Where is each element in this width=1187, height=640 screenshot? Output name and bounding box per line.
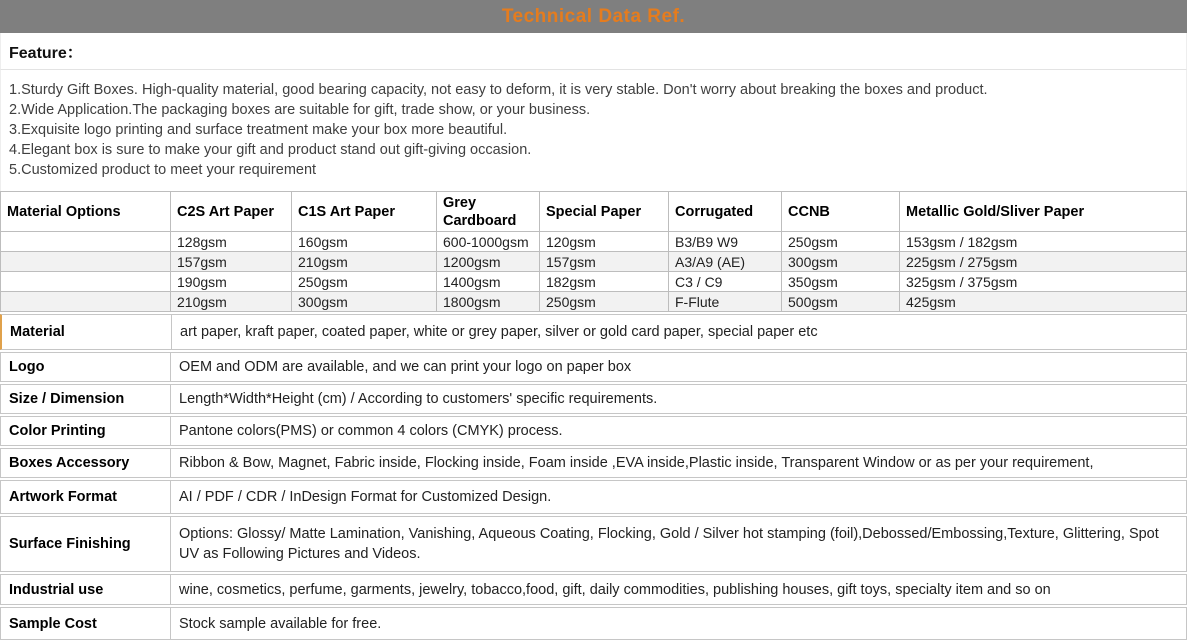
detail-value: art paper, kraft paper, coated paper, white or grey paper, silver or gold card paper, special paper etc [180, 324, 818, 340]
cell: 500gsm [782, 292, 900, 312]
empty-cell [1, 292, 171, 312]
table-row [1, 232, 1187, 252]
cell: 153gsm / 182gsm [900, 232, 1187, 252]
detail-value: Stock sample available for free. [179, 615, 382, 632]
detail-row-logo [0, 352, 1187, 382]
cell: 210gsm [292, 252, 437, 272]
detail-row-size-dimension [0, 384, 1187, 414]
detail-label: Color Printing [1, 417, 171, 445]
col-header-material-options: Material Options [1, 192, 171, 232]
detail-value: Options: Glossy/ Matte Lamination, Vanishing, Aqueous Coating, Flocking, Gold / Silver hot stamping (foil),Debossed/Embossing,Texture, Glittering, Spot UV as Following Pictures and Videos. [179, 526, 1159, 562]
cell: 250gsm [782, 232, 900, 252]
cell: 120gsm [540, 232, 669, 252]
col-header-corrugated: Corrugated [669, 192, 782, 232]
table-row [1, 292, 1187, 312]
feature-item: 5.Customized product to meet your requirement [9, 162, 317, 178]
detail-row-color-printing [0, 416, 1187, 446]
detail-value: Pantone colors(PMS) or common 4 colors (CMYK) process. [179, 423, 563, 439]
cell: F-Flute [669, 292, 782, 312]
details-table [0, 314, 1187, 640]
detail-label: Industrial use [1, 575, 171, 604]
material-options-table [0, 191, 1187, 312]
table-header-row [1, 192, 1187, 232]
detail-label: Size / Dimension [1, 385, 171, 413]
cell: 350gsm [782, 272, 900, 292]
detail-row-surface-finishing [0, 516, 1187, 572]
col-header-c2s-art-paper: C2S Art Paper [171, 192, 292, 232]
section-header-bar [0, 0, 1187, 33]
detail-label: Sample Cost [1, 608, 171, 639]
cell: 250gsm [292, 272, 437, 292]
detail-value: AI / PDF / CDR / InDesign Format for Customized Design. [179, 489, 552, 505]
detail-value: OEM and ODM are available, and we can print your logo on paper box [179, 359, 632, 375]
cell: 1800gsm [437, 292, 540, 312]
col-header-grey-cardboard: Grey Cardboard [437, 192, 540, 232]
cell: 300gsm [292, 292, 437, 312]
cell: A3/A9 (AE) [669, 252, 782, 272]
detail-row-sample-cost [0, 607, 1187, 640]
detail-row-artwork-format [0, 480, 1187, 514]
table-row [1, 272, 1187, 292]
cell: C3 / C9 [669, 272, 782, 292]
cell: 182gsm [540, 272, 669, 292]
cell: 600-1000gsm [437, 232, 540, 252]
detail-label: Logo [1, 353, 171, 381]
table-row [1, 252, 1187, 272]
cell: 1400gsm [437, 272, 540, 292]
feature-heading [0, 33, 1187, 70]
empty-cell [1, 272, 171, 292]
section-title: Technical Data Ref. [501, 5, 686, 27]
cell: 128gsm [171, 232, 292, 252]
col-header-c1s-art-paper: C1S Art Paper [292, 192, 437, 232]
feature-list [0, 70, 1187, 191]
detail-label: Material [2, 315, 172, 349]
detail-label: Artwork Format [1, 481, 171, 513]
empty-cell [1, 232, 171, 252]
cell: 225gsm / 275gsm [900, 252, 1187, 272]
feature-item: 4.Elegant box is sure to make your gift and product stand out gift-giving occasion. [9, 142, 532, 158]
empty-cell [1, 252, 171, 272]
feature-heading-text: Feature： [9, 45, 83, 62]
detail-row-material [0, 314, 1187, 350]
cell: 300gsm [782, 252, 900, 272]
cell: 190gsm [171, 272, 292, 292]
detail-value: Length*Width*Height (cm) / According to customers' specific requirements. [179, 391, 658, 407]
cell: 160gsm [292, 232, 437, 252]
feature-item: 2.Wide Application.The packaging boxes are suitable for gift, trade show, or your business. [9, 102, 591, 118]
feature-item: 1.Sturdy Gift Boxes. High-quality material, good bearing capacity, not easy to deform, it is very stable. Don't worry about breaking the boxes and product. [9, 82, 988, 98]
cell: 157gsm [540, 252, 669, 272]
col-header-ccnb: CCNB [782, 192, 900, 232]
detail-label: Surface Finishing [1, 517, 171, 571]
detail-value: wine, cosmetics, perfume, garments, jewelry, tobacco,food, gift, daily commodities, publishing houses, gift toys, specialty item and so on [179, 581, 1051, 598]
feature-item: 3.Exquisite logo printing and surface treatment make your box more beautiful. [9, 122, 508, 138]
detail-label: Boxes Accessory [1, 449, 171, 477]
cell: 210gsm [171, 292, 292, 312]
cell: B3/B9 W9 [669, 232, 782, 252]
detail-value: Ribbon & Bow, Magnet, Fabric inside, Flocking inside, Foam inside ,EVA inside,Plastic inside, Transparent Window or as per your requirement, [179, 455, 1094, 471]
cell: 250gsm [540, 292, 669, 312]
cell: 425gsm [900, 292, 1187, 312]
col-header-special-paper: Special Paper [540, 192, 669, 232]
cell: 157gsm [171, 252, 292, 272]
col-header-metallic-paper: Metallic Gold/Sliver Paper [900, 192, 1187, 232]
detail-row-industrial-use [0, 574, 1187, 605]
detail-row-boxes-accessory [0, 448, 1187, 478]
cell: 325gsm / 375gsm [900, 272, 1187, 292]
cell: 1200gsm [437, 252, 540, 272]
